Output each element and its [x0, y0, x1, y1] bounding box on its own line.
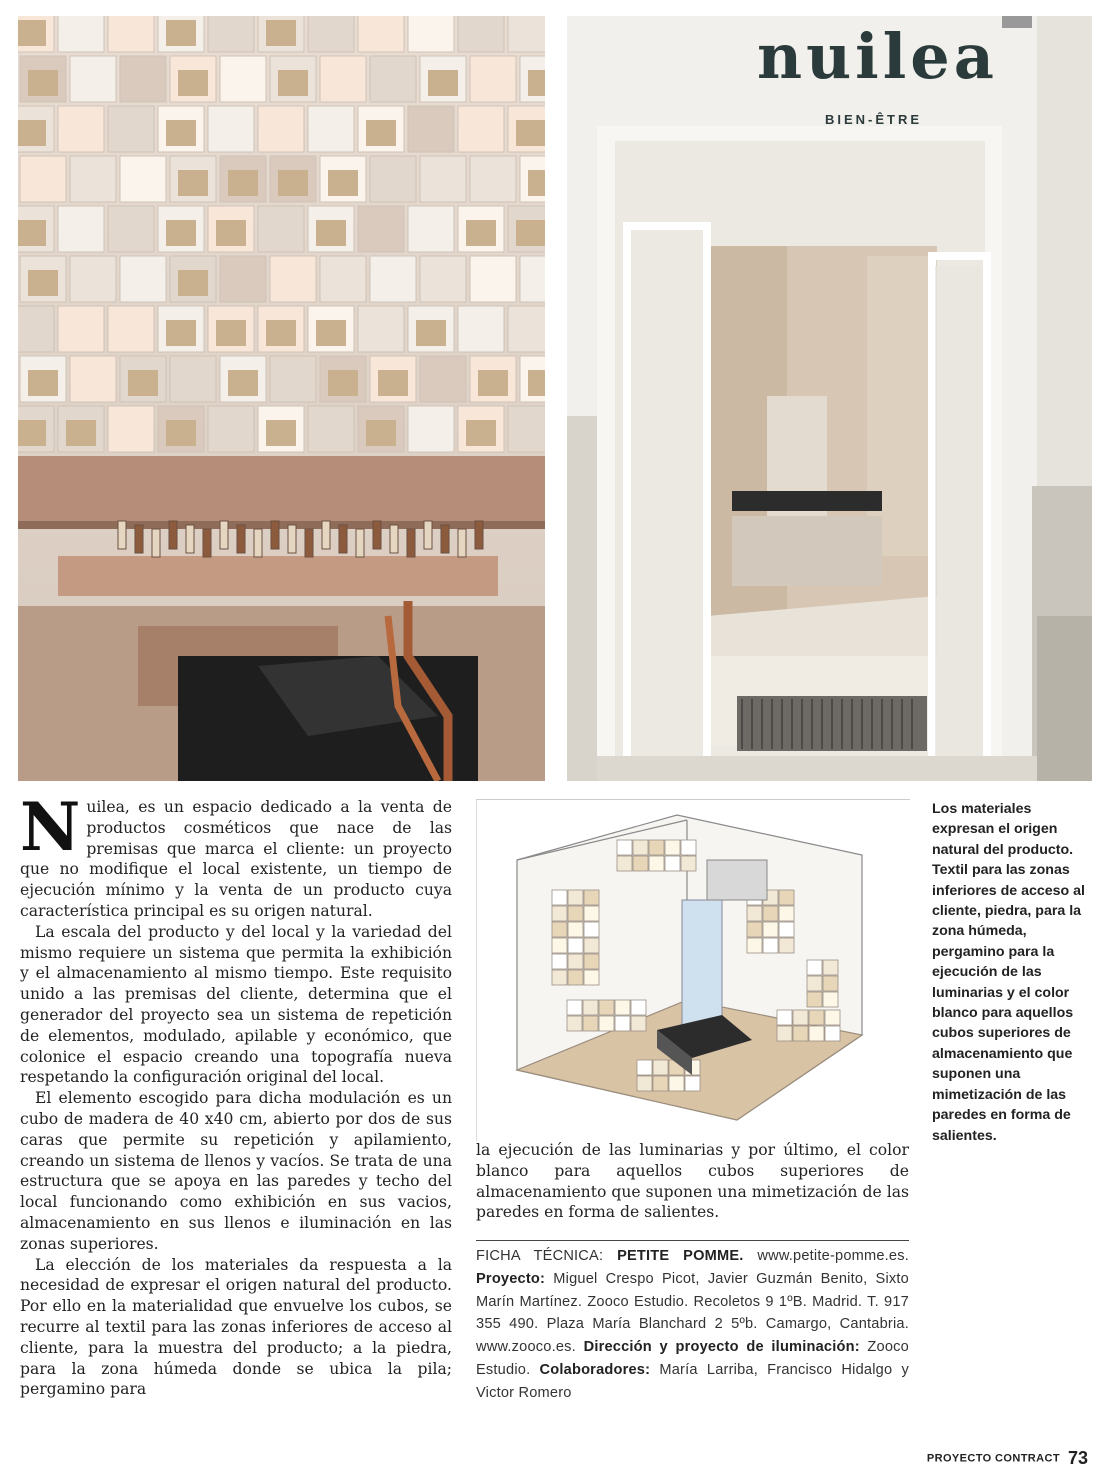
store-interior-photo-icon [18, 16, 545, 781]
ficha-direccion-text: Zooco Estudio. [476, 1339, 909, 1378]
ficha-divider [476, 1240, 909, 1241]
sign-name: nuilea [757, 20, 998, 93]
page-footer [927, 1448, 1088, 1469]
ficha-proyecto-text: Miguel Crespo Picot, Javier Guzmán Benito, Sixto Marín Martínez. Zooco Estudio. Recoletos 9 1ºB. Madrid. T. 917 355 490. Plaza María Blanchard 2 5ºb. Camargo, Cantabria. www.zooco.es. [476, 1270, 909, 1356]
interior-photo [18, 16, 545, 781]
entrance-photo [567, 16, 1092, 781]
article-paragraph-2: La escala del producto y del local y la variedad del mismo requiere un sistema que permita la exhibición y el almacenamiento al mismo tiempo. Este requisito unido a las premisas del cliente, determina que el generador del proyecto sea un sistema de repetición de elementos, modulado, apilable y económico, que colonice el espacio creando una topografía nueva respetando la configuración original del local. [20, 922, 452, 1087]
footer-page-number: 73 [1067, 1448, 1088, 1468]
article-paragraph-3: El elemento escogido para dicha modulación es un cubo de madera de 40 x40 cm, abierto por dos de sus caras que permite su repetición y apilamiento, creando un sistema de llenos y vacíos. Se trata de una estructura que se apoya en las paredes y techo del local funcionando como exhibición en sus vacios, almacenamiento en sus llenos e iluminación en las zonas superiores. [20, 1089, 452, 1253]
article-paragraph-1 [20, 788, 452, 922]
photo-caption: Los materiales expresan el origen natural del producto. Textil para las zonas inferiores de acceso al cliente, piedra, para la zona húmeda, pergamino para la ejecución de las luminarias y el color blanco para aquellos cubos superiores de almacenamiento que suponen una mimetización de las paredes en forma de salientes. [932, 801, 1085, 1144]
store-entrance-photo-icon [567, 16, 1092, 781]
dropcap: N [20, 788, 81, 866]
ficha-project-name: PETITE POMME. [617, 1248, 744, 1264]
article-body-col1 [20, 788, 452, 1400]
axonometric-diagram-icon [477, 800, 910, 1141]
ficha-direccion-label: Dirección y proyecto de iluminación: [583, 1339, 860, 1356]
article-body-col2 [476, 1140, 909, 1223]
ficha-label: FICHA TÉCNICA: [476, 1248, 618, 1264]
ficha-proyecto-label: Proyecto: [476, 1270, 546, 1287]
axonometric-diagram [476, 799, 910, 1141]
sign-subtitle: BIEN-ÊTRE [825, 112, 923, 127]
ficha-web: www.petite-pomme.es. [743, 1248, 909, 1264]
footer-magazine-name: PROYECTO CONTRACT [926, 1452, 1060, 1465]
ficha-colab-text: María Larriba, Francisco Hidalgo y Victor Romero [476, 1361, 909, 1401]
ficha-colab-label: Colaboradores: [539, 1361, 651, 1378]
paragraph-1-text: uilea, es un espacio dedicado a la venta de productos cosméticos que nace de las premisas que marca el cliente: un proyecto que no modifique el local existente, un tiempo de ejecución mínimo y la venta de un producto cuya característica principal es su origen natural. [20, 798, 452, 920]
article-paragraph-5: la ejecución de las luminarias y por último, el color blanco para aquellos cubos superiores de almacenamiento que suponen una mimetización de las paredes en forma de salientes. [476, 1141, 909, 1222]
ficha-tecnica [476, 1245, 909, 1405]
article-paragraph-4: La elección de los materiales da respuesta a la necesidad de expresar el origen natural del producto. Por ello en la materialidad que envuelve los cubos, se recurre al textil para las zonas inferiores de acceso al cliente, para la muestra del producto; a la piedra, para la zona húmeda donde se ubica la pila; pergamino para [20, 1255, 452, 1399]
